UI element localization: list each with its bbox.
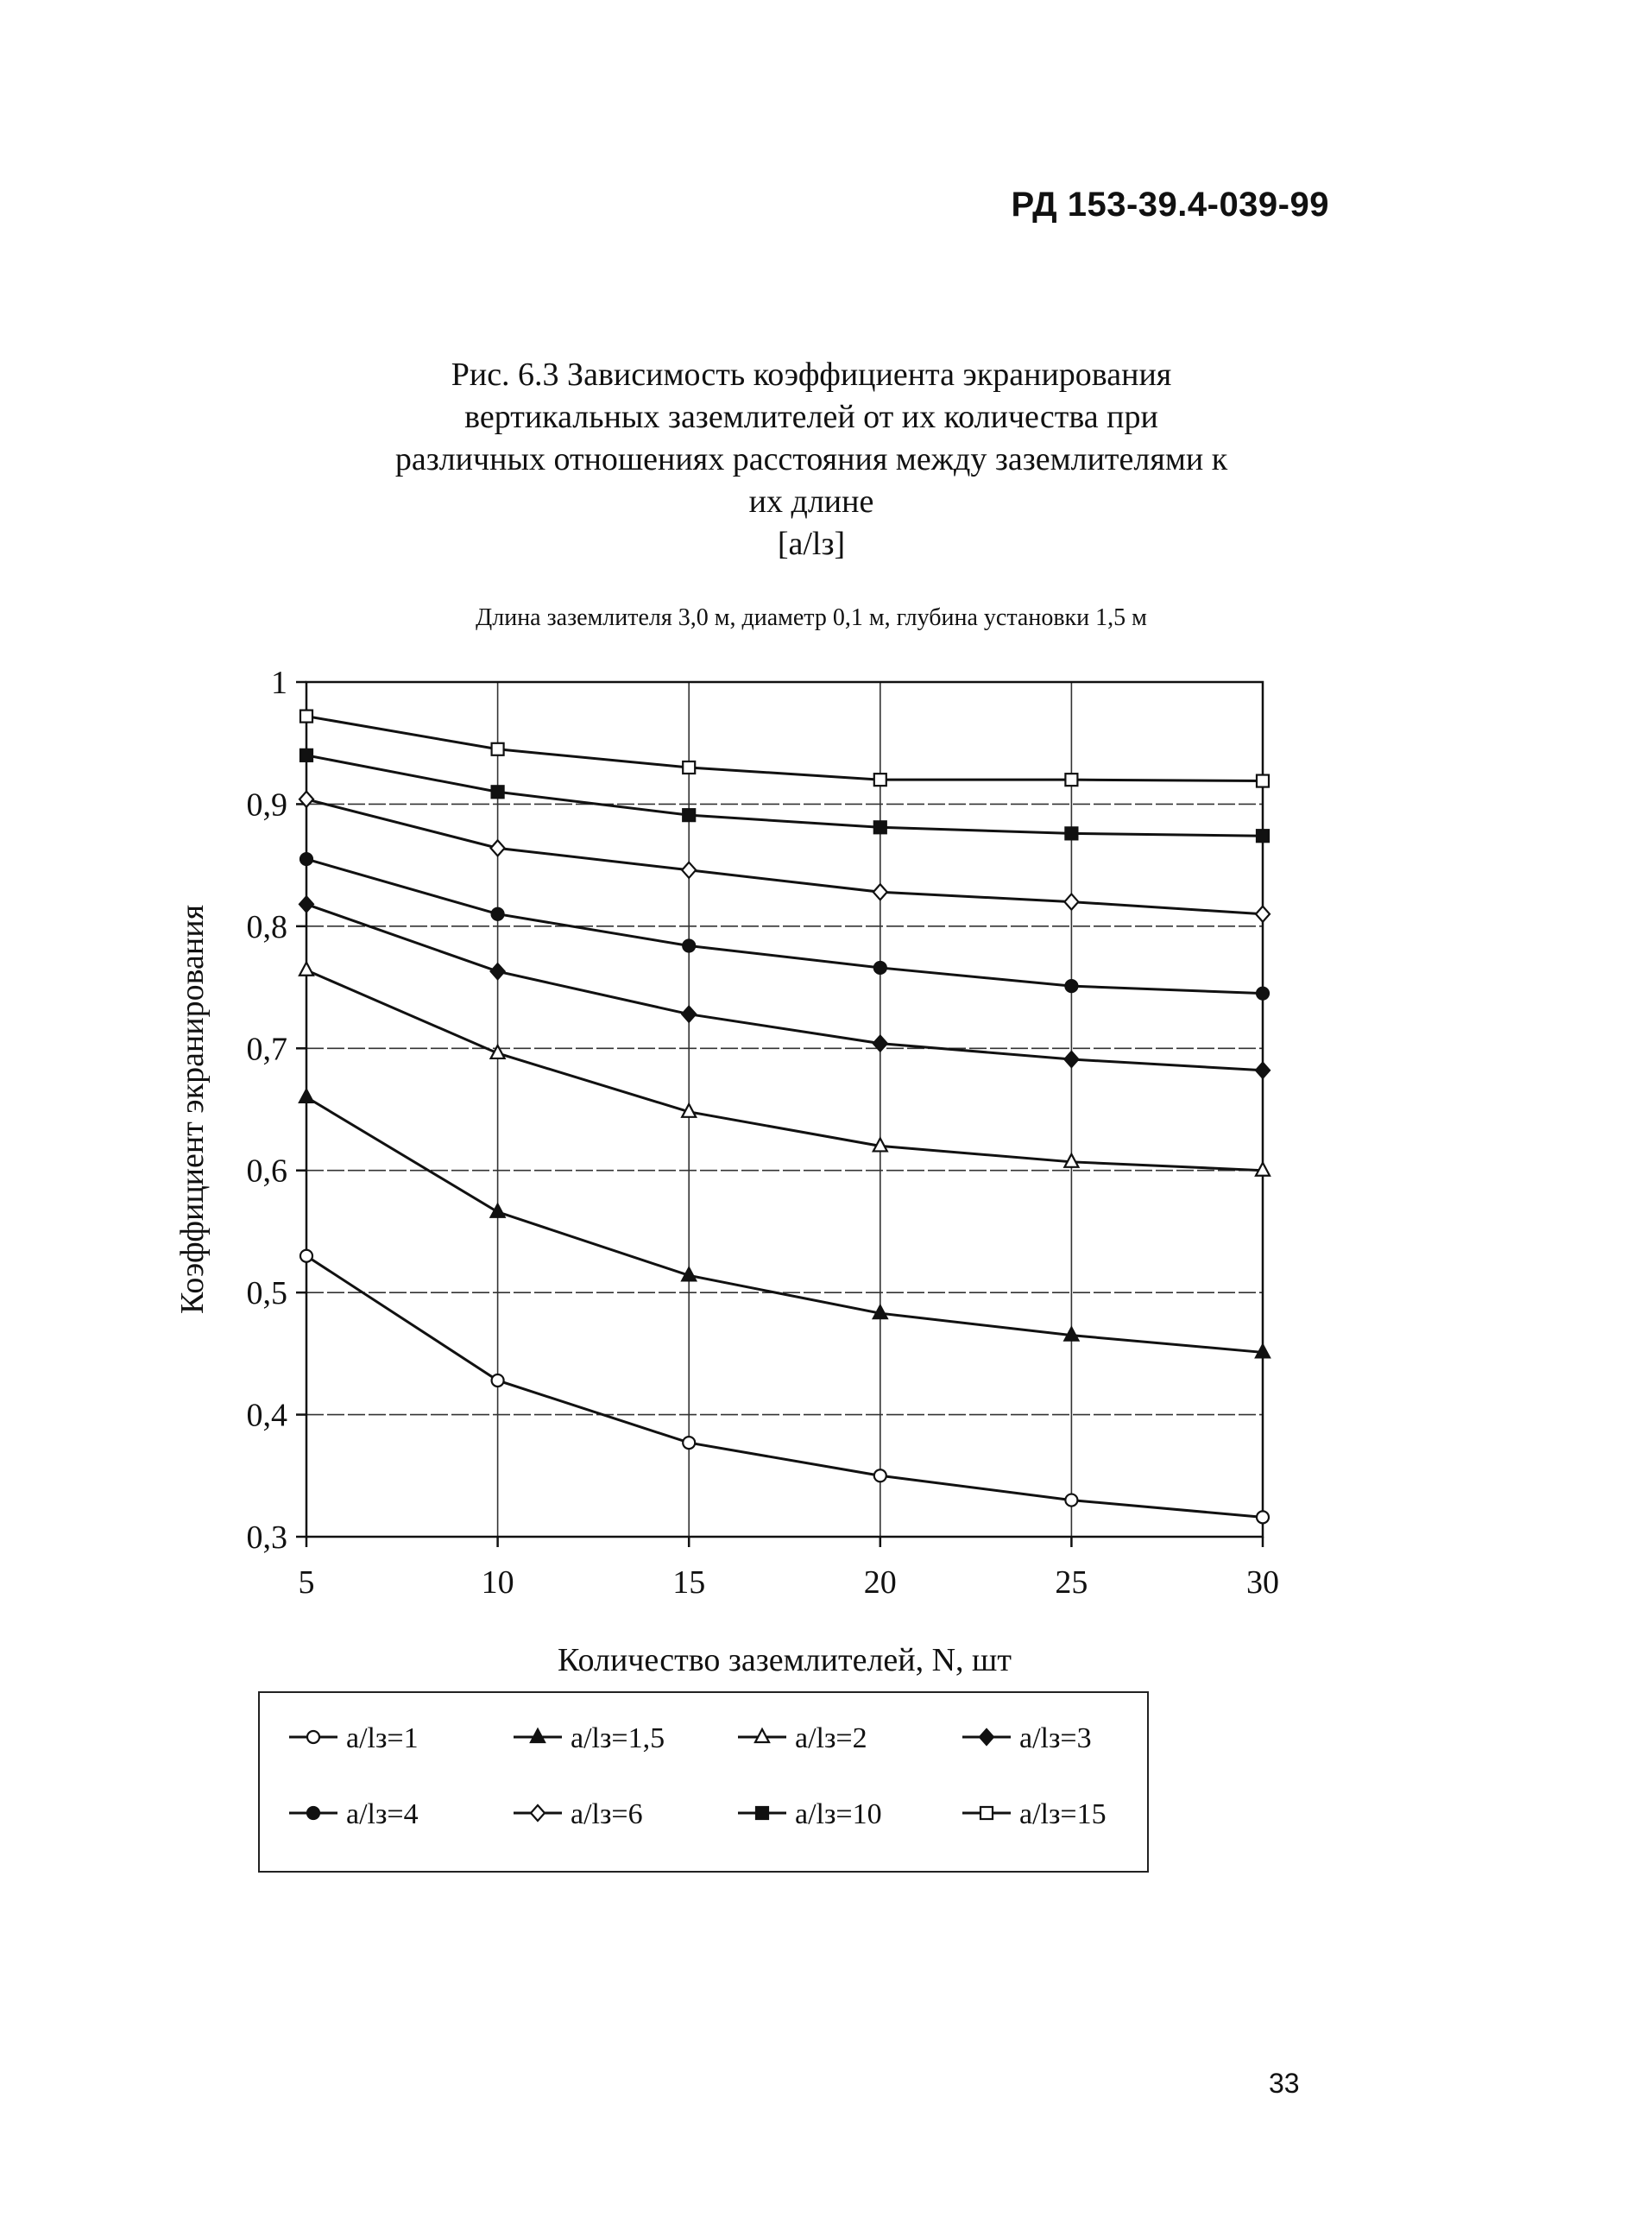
data-point — [300, 963, 313, 976]
data-point — [682, 862, 696, 878]
page-number: 33 — [1269, 2068, 1300, 2099]
chart-subtitle: Длина заземлителя 3,0 м, диаметр 0,1 м, глубина установки 1,5 м — [476, 604, 1147, 631]
legend-label: a/lз=2 — [795, 1722, 867, 1754]
data-point — [1064, 894, 1078, 910]
data-point — [492, 908, 504, 920]
y-tick-label: 0,9 — [246, 787, 287, 824]
x-tick-label: 30 — [1246, 1564, 1279, 1601]
series-line — [306, 1097, 1263, 1353]
data-point — [1257, 775, 1269, 787]
data-point — [874, 774, 886, 786]
data-point — [874, 1469, 886, 1481]
data-point — [300, 1090, 313, 1102]
data-point — [492, 743, 504, 755]
series-7 — [300, 749, 1269, 842]
y-tick-label: 0,3 — [246, 1519, 287, 1556]
series-line — [306, 755, 1263, 836]
document-code: РД 153-39.4-039-99 — [1011, 186, 1329, 224]
data-point — [874, 962, 886, 974]
x-tick-label: 15 — [672, 1564, 706, 1601]
data-point — [300, 711, 312, 723]
legend-marker — [307, 1807, 319, 1819]
data-point — [683, 809, 695, 821]
data-point — [1064, 1052, 1078, 1067]
y-axis-title: Коэффициент экранирования — [174, 904, 211, 1315]
figure-caption-line: вертикальных заземлителей от их количества при — [464, 399, 1158, 435]
data-point — [1065, 980, 1077, 992]
series-line — [306, 717, 1263, 781]
data-point — [1256, 1063, 1270, 1078]
data-point — [300, 896, 313, 912]
data-point — [683, 1437, 695, 1449]
legend-marker — [980, 1807, 993, 1819]
y-tick-label: 0,6 — [246, 1153, 287, 1190]
y-tick-label: 0,5 — [246, 1275, 287, 1312]
y-tick-label: 1 — [271, 665, 287, 701]
data-point — [1256, 907, 1270, 922]
data-point — [300, 853, 312, 865]
legend — [259, 1692, 1148, 1872]
x-axis-title: Количество заземлителей, N, шт — [558, 1642, 1012, 1678]
x-tick-label: 10 — [481, 1564, 514, 1601]
y-tick-label: 0,4 — [246, 1397, 287, 1434]
data-point — [683, 761, 695, 774]
figure-caption-line: [a/lз] — [777, 526, 846, 562]
legend-label: a/lз=10 — [795, 1798, 882, 1830]
x-tick-label: 20 — [863, 1564, 897, 1601]
figure-caption-line: их длине — [748, 483, 874, 520]
data-point — [1257, 830, 1269, 842]
data-point — [491, 1204, 505, 1217]
legend-label: a/lз=6 — [571, 1798, 643, 1830]
data-point — [873, 884, 887, 900]
x-tick-label: 25 — [1055, 1564, 1088, 1601]
y-tick-label: 0,8 — [246, 908, 287, 945]
x-tick-label: 5 — [298, 1564, 315, 1601]
series-line — [306, 799, 1263, 914]
data-point — [1257, 988, 1269, 1000]
legend-label: a/lз=4 — [346, 1798, 419, 1830]
legend-marker — [756, 1807, 768, 1819]
data-point — [491, 963, 505, 979]
series-3 — [300, 963, 1270, 1176]
series-8 — [300, 711, 1269, 787]
data-point — [492, 786, 504, 798]
data-point — [683, 939, 695, 951]
legend-label: a/lз=1,5 — [571, 1722, 665, 1754]
legend-label: a/lз=3 — [1019, 1722, 1092, 1754]
data-point — [1065, 827, 1077, 839]
legend-label: a/lз=15 — [1019, 1798, 1107, 1830]
data-point — [492, 1374, 504, 1387]
data-point — [1257, 1511, 1269, 1523]
data-point — [491, 840, 505, 856]
figure-caption-line: различных отношениях расстояния между заземлителями к — [394, 441, 1228, 477]
data-point — [1065, 1494, 1077, 1507]
legend-box — [259, 1692, 1148, 1872]
data-point — [874, 821, 886, 833]
legend-marker — [307, 1731, 319, 1743]
data-point — [1065, 774, 1077, 786]
series-1 — [300, 1250, 1269, 1524]
y-tick-label: 0,7 — [246, 1031, 287, 1068]
legend-label: a/lз=1 — [346, 1722, 419, 1754]
figure-caption-line: Рис. 6.3 Зависимость коэффициента экранирования — [451, 357, 1172, 393]
data-point — [300, 1250, 312, 1262]
series-line — [306, 970, 1263, 1171]
data-point — [300, 749, 312, 761]
plot-border — [306, 682, 1263, 1537]
data-point — [682, 1007, 696, 1022]
series-6 — [300, 792, 1270, 922]
